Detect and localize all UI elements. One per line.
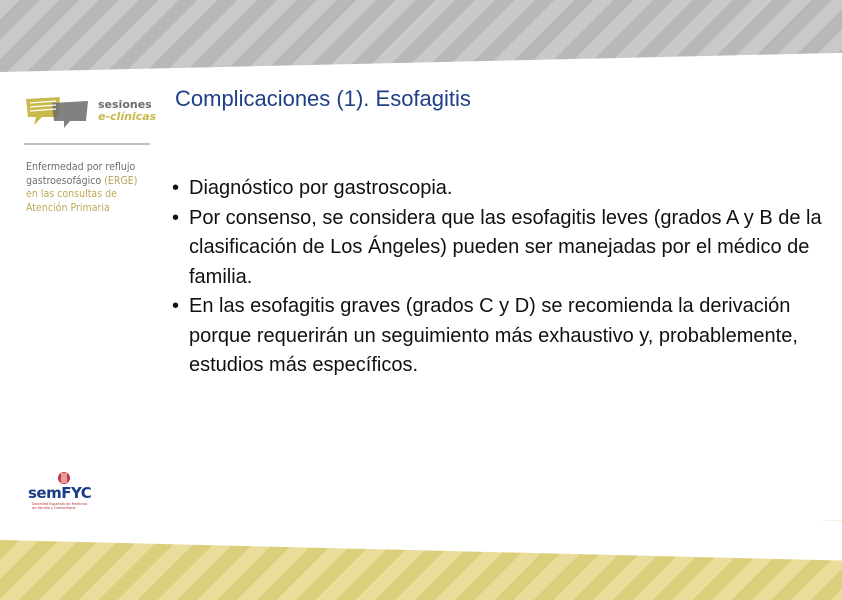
bullet-marker: • bbox=[172, 295, 180, 317]
bullet-item bbox=[172, 174, 822, 204]
subtitle-line-2-paren: (ERGE) bbox=[104, 173, 138, 187]
sidebar-subtitle bbox=[26, 160, 138, 214]
bullet-marker: • bbox=[172, 177, 180, 199]
semfyc-wordmark: semFYC bbox=[28, 484, 92, 502]
subtitle-line-2 bbox=[26, 174, 138, 188]
bullet-list bbox=[172, 174, 822, 381]
sidebar-divider bbox=[24, 143, 150, 145]
bullet-text: Diagnóstico por gastroscopia. bbox=[189, 177, 453, 199]
semfyc-tagline-1: Sociedad Española de Medicina bbox=[32, 502, 88, 506]
bullet-text: En las esofagitis graves (grados C y D) se recomienda la derivación porque requerirán un seguimiento más exhaustivo y, probablemente, estudios más específicos. bbox=[189, 295, 798, 376]
brand-wordmark bbox=[98, 99, 156, 123]
bullet-item bbox=[172, 292, 822, 381]
semfyc-tagline bbox=[32, 502, 87, 510]
bullet-text: Por consenso, se considera que las esofagitis leves (grados A y B de la clasificación de Los Ángeles) pueden ser manejadas por el médico de familia. bbox=[189, 206, 822, 288]
semfyc-tagline-2: de Familia y Comunitaria bbox=[32, 506, 76, 510]
subtitle-line-1: Enfermedad por reflujo bbox=[26, 160, 136, 173]
subtitle-line-4: Atención Primaria bbox=[26, 200, 110, 214]
bullet-marker: • bbox=[172, 206, 180, 229]
slide-title: Complicaciones (1). Esofagitis bbox=[175, 86, 471, 111]
brand-line-1: sesiones bbox=[98, 98, 152, 111]
subtitle-line-3: en las consultas de bbox=[26, 187, 117, 200]
subtitle-line-2-main: gastroesofágico bbox=[26, 173, 102, 187]
brand-line-2: e-clínicas bbox=[98, 110, 157, 123]
bullet-item bbox=[172, 204, 822, 293]
